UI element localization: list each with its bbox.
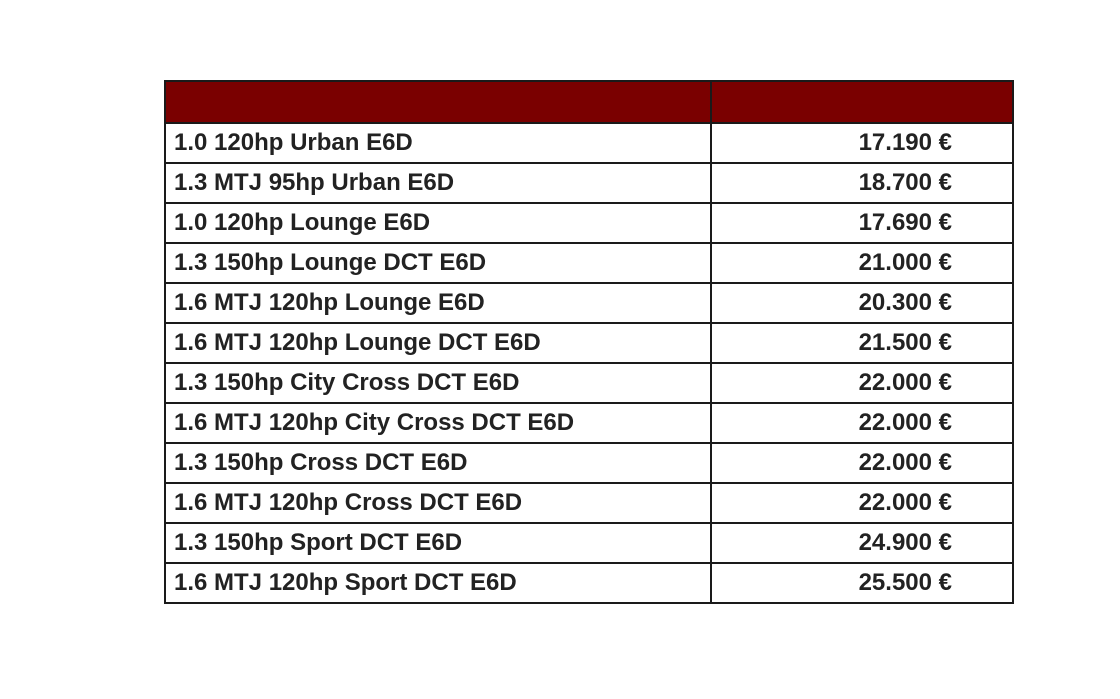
table-row [165,123,1013,163]
price-cell: 18.700 € [711,163,1013,203]
model-cell: 1.0 120hp Urban E6D [165,123,711,163]
price-cell: 20.300 € [711,283,1013,323]
price-cell: 21.500 € [711,323,1013,363]
model-cell: 1.6 MTJ 120hp City Cross DCT E6D [165,403,711,443]
price-cell: 22.000 € [711,443,1013,483]
table-row [165,203,1013,243]
table-row [165,243,1013,283]
price-cell: 24.900 € [711,523,1013,563]
header-cell-model [165,81,711,123]
table-row [165,523,1013,563]
model-cell: 1.6 MTJ 120hp Lounge DCT E6D [165,323,711,363]
model-cell: 1.6 MTJ 120hp Lounge E6D [165,283,711,323]
table-row [165,323,1013,363]
model-cell: 1.3 MTJ 95hp Urban E6D [165,163,711,203]
price-cell: 22.000 € [711,403,1013,443]
table-row [165,483,1013,523]
price-cell: 22.000 € [711,363,1013,403]
model-cell: 1.3 150hp Cross DCT E6D [165,443,711,483]
price-cell: 17.690 € [711,203,1013,243]
table-row [165,363,1013,403]
price-cell: 25.500 € [711,563,1013,603]
header-cell-price [711,81,1013,123]
table-row [165,563,1013,603]
price-table [164,80,1014,604]
model-cell: 1.6 MTJ 120hp Sport DCT E6D [165,563,711,603]
model-cell: 1.3 150hp Lounge DCT E6D [165,243,711,283]
price-cell: 17.190 € [711,123,1013,163]
table-header-row [165,81,1013,123]
table-row [165,283,1013,323]
model-cell: 1.0 120hp Lounge E6D [165,203,711,243]
price-cell: 22.000 € [711,483,1013,523]
table-row [165,403,1013,443]
price-cell: 21.000 € [711,243,1013,283]
model-cell: 1.3 150hp City Cross DCT E6D [165,363,711,403]
model-cell: 1.3 150hp Sport DCT E6D [165,523,711,563]
table-row [165,163,1013,203]
table-row [165,443,1013,483]
model-cell: 1.6 MTJ 120hp Cross DCT E6D [165,483,711,523]
